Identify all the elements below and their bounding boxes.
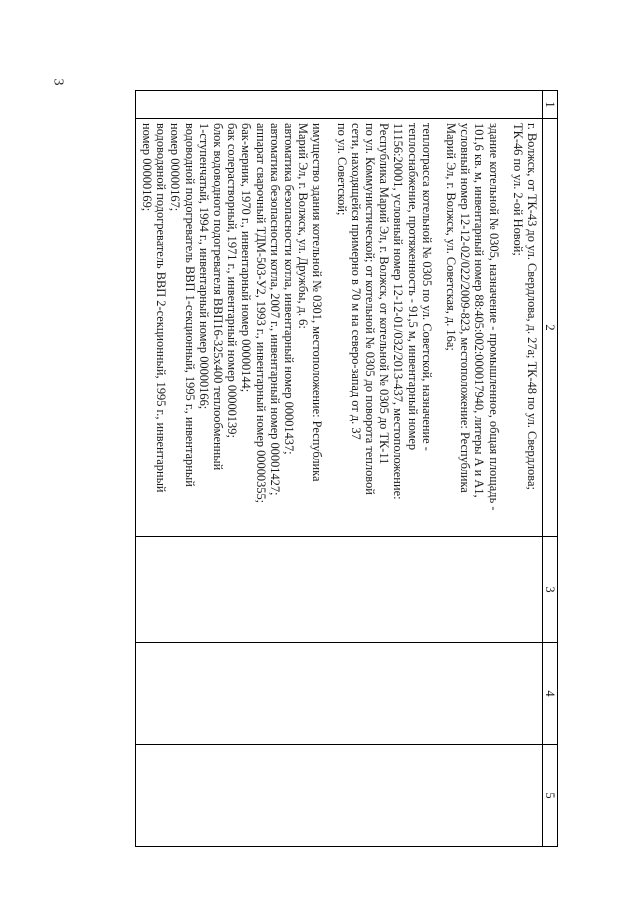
description-line: ТК-46 по ул. 2-ой Новой;	[510, 123, 525, 256]
description-line: Марий Эл, г. Волжск, ул. Дружбы, д. 6:	[296, 123, 311, 329]
column-header-4: 4	[543, 643, 558, 745]
description-paragraph	[140, 123, 325, 532]
column-header-2: 2	[543, 119, 558, 537]
rotated-page-content	[118, 90, 558, 846]
description-line: 11156:20001, условный номер 12-12-01/032/2013-437, местоположение:	[391, 123, 406, 500]
description-line: номер 00000167;	[168, 123, 183, 212]
description-line: по ул. Советской;	[334, 123, 349, 216]
description-text	[140, 123, 539, 532]
description-line: условный номер 12-12-02/022/2009-823, местоположение: Республика	[458, 123, 473, 493]
description-line: г. Волжск, от ТК-43 до ул. Свердлова, д. 27а; ТК-48 по ул. Свердлова;	[525, 123, 539, 490]
description-line: бак солерастворный, 1971 г., инвентарный номер 00000139;	[225, 123, 240, 438]
description-line: теплотрасса котельной № 0305 по ул. Советской, назначение -	[419, 123, 434, 451]
cell-col-1	[136, 91, 543, 119]
description-line: водоводяной подогреватель ВВП 2-секционный, 1995 г., инвентарный	[154, 123, 169, 493]
cell-col-3	[136, 537, 543, 643]
description-line: теплоснабжение, протяженность - 91,5 м, инвентарный номер	[405, 123, 420, 451]
description-line: здание котельной № 0305, назначение - промышленное, общая площадь -	[486, 123, 501, 511]
description-line: 101,6 кв. м, инвентарный номер 88:405:002:000017940, литеры А и А1,	[472, 123, 487, 498]
description-line: 1-ступенчатый, 1994 г., инвентарный номер 00000166;	[196, 123, 211, 410]
description-line: имущество здания котельной № 0301, местоположение: Республика	[310, 123, 325, 482]
description-line: сети, находящейся примерно в 70 м на северо-запад от д. 37	[348, 123, 363, 440]
property-table	[135, 90, 558, 847]
page-number: 3	[50, 78, 66, 86]
cell-col-5	[136, 745, 543, 847]
description-line: бак-мерник, 1970 г., инвентарный номер 00000144;	[239, 123, 254, 393]
description-paragraph	[334, 123, 433, 532]
column-header-3: 3	[543, 537, 558, 643]
description-line: блок водоводного подогревателя ВВП16-325х400 теплообменный	[210, 123, 225, 471]
description-line: Марий Эл, г. Волжск, ул. Советская, д. 16а;	[443, 123, 458, 351]
description-line: автоматика безопасности котла, 2007 г., инвентарный номер 00001427;	[267, 123, 282, 496]
description-line: аппарат сварочный ТДМ-503-У2, 1993 г., инвентарный номер 00000355;	[253, 123, 268, 504]
column-header-1: 1	[543, 91, 558, 119]
description-paragraph	[511, 123, 539, 532]
table-row	[136, 91, 543, 847]
table-header-row	[543, 91, 558, 847]
description-line: водоводной подогреватель ВВП 1-секционный, 1995 г., инвентарный	[182, 123, 197, 487]
description-line: автоматика безопасности котла, инвентарный номер 00001437;	[281, 123, 296, 455]
cell-col-4	[136, 643, 543, 745]
description-line: Республика Марий Эл, г. Волжск, от котельной № 0305 до ТК-11	[377, 123, 392, 465]
cell-col-2	[136, 119, 543, 537]
description-paragraph	[444, 123, 501, 532]
column-header-5: 5	[543, 745, 558, 847]
description-line: номер 00000169;	[139, 123, 154, 212]
description-line: по ул. Коммунистической; от котельной № 0305 до поворота тепловой	[362, 123, 377, 495]
